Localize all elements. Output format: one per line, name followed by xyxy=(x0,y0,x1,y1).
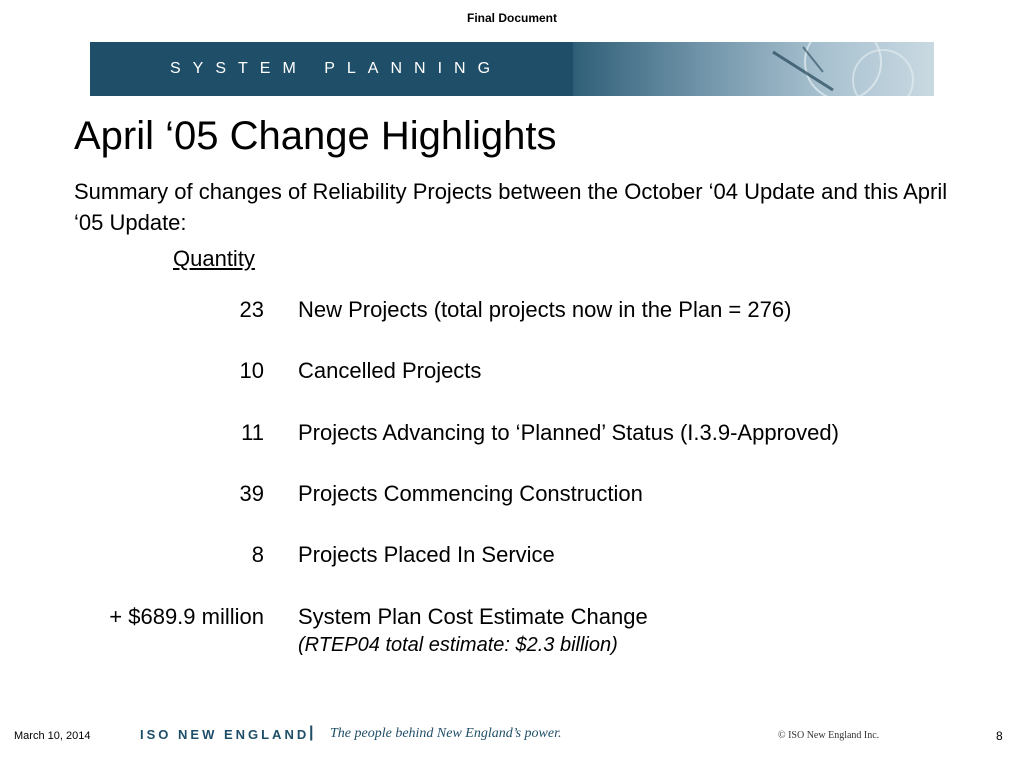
slide-title: April ‘05 Change Highlights xyxy=(74,114,557,158)
row-description: Cancelled Projects xyxy=(298,358,482,383)
change-row-advancing xyxy=(0,420,1024,450)
footer-tagline: The people behind New England’s power. xyxy=(330,726,562,741)
row-description: Projects Commencing Construction xyxy=(298,481,643,506)
row-description: System Plan Cost Estimate Change xyxy=(298,604,648,629)
change-row-construction xyxy=(0,481,1024,511)
footer-copyright: © ISO New England Inc. xyxy=(778,730,880,741)
banner-text: SYSTEM PLANNING xyxy=(170,60,503,77)
row-quantity: 11 xyxy=(241,420,264,445)
row-note: (RTEP04 total estimate: $2.3 billion) xyxy=(298,634,618,656)
change-row-in-service xyxy=(0,542,1024,572)
meter-dial-icon xyxy=(573,42,934,96)
system-planning-banner xyxy=(90,42,934,96)
banner-image xyxy=(573,42,934,96)
change-row-cost-estimate xyxy=(0,604,1024,656)
row-description: New Projects (total projects now in the Plan = 276) xyxy=(298,297,792,322)
change-row-new-projects xyxy=(0,297,1024,327)
row-description: Projects Placed In Service xyxy=(298,542,555,567)
quantity-header: Quantity xyxy=(173,246,255,271)
change-row-cancelled xyxy=(0,358,1024,388)
row-quantity: 23 xyxy=(239,297,264,322)
page-number: 8 xyxy=(996,729,1003,743)
footer-date: March 10, 2014 xyxy=(14,730,91,742)
row-quantity: 39 xyxy=(239,481,264,506)
row-description: Projects Advancing to ‘Planned’ Status (I.3.9-Approved) xyxy=(298,420,839,445)
slide-subtitle: Summary of changes of Reliability Projects between the October ‘04 Update and this April ‘05 Update: xyxy=(74,179,948,235)
footer-separator: | xyxy=(309,724,314,741)
row-quantity: + $689.9 million xyxy=(109,604,264,629)
iso-new-england-logo: ISO NEW ENGLAND xyxy=(140,727,310,742)
row-quantity: 10 xyxy=(239,358,264,383)
row-quantity: 8 xyxy=(251,542,264,567)
final-document-label: Final Document xyxy=(466,11,557,25)
